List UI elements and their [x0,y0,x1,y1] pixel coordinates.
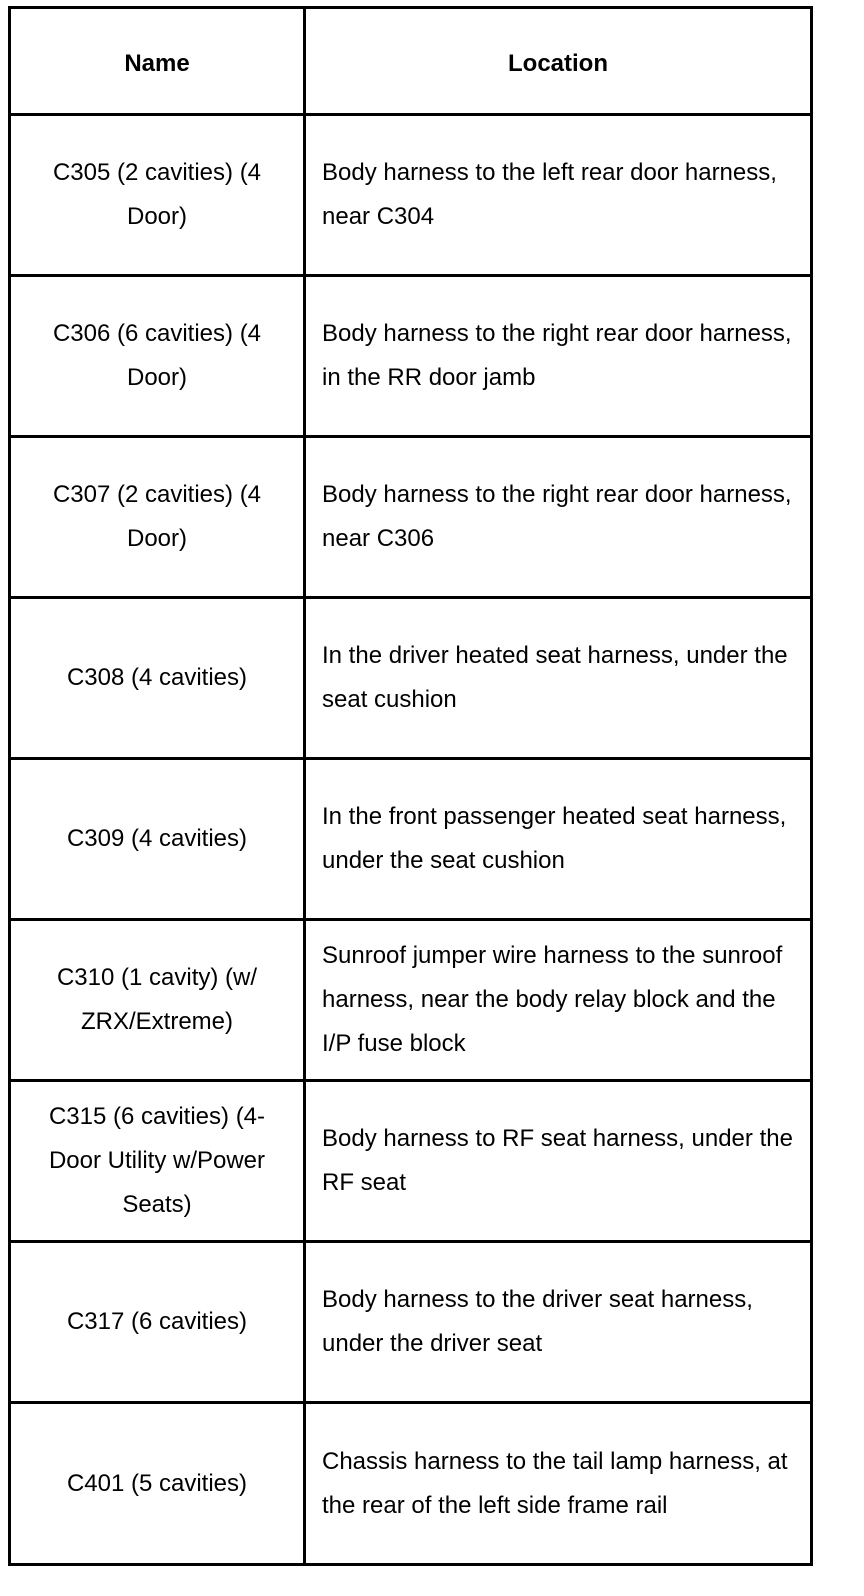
connector-location-cell: Body harness to the right rear door harness, near C306 [305,437,812,598]
connector-name-cell: C305 (2 cavities) (4 Door) [10,115,305,276]
table-row [10,1403,812,1565]
column-header-name: Name [10,8,305,115]
table-row [10,276,812,437]
connector-location-cell: Sunroof jumper wire harness to the sunroof harness, near the body relay block and the I/P fuse block [305,920,812,1081]
table-row [10,437,812,598]
connector-location-cell: In the front passenger heated seat harness, under the seat cushion [305,759,812,920]
connector-name-cell: C315 (6 cavities) (4-Door Utility w/Power Seats) [10,1081,305,1242]
connector-location-cell: Body harness to the left rear door harness, near C304 [305,115,812,276]
table-row [10,115,812,276]
connector-name-cell: C306 (6 cavities) (4 Door) [10,276,305,437]
connector-name-cell: C310 (1 cavity) (w/ ZRX/Extreme) [10,920,305,1081]
connector-location-cell: Body harness to the driver seat harness, under the driver seat [305,1242,812,1403]
connector-name-cell: C307 (2 cavities) (4 Door) [10,437,305,598]
column-header-location: Location [305,8,812,115]
table-row [10,598,812,759]
connector-location-table [8,6,813,1566]
table-header-row [10,8,812,115]
connector-location-cell: In the driver heated seat harness, under the seat cushion [305,598,812,759]
connector-name-cell: C317 (6 cavities) [10,1242,305,1403]
connector-name-cell: C401 (5 cavities) [10,1403,305,1565]
table-row [10,759,812,920]
connector-location-cell: Chassis harness to the tail lamp harness, at the rear of the left side frame rail [305,1403,812,1565]
table-row [10,920,812,1081]
connector-name-cell: C309 (4 cavities) [10,759,305,920]
table-row [10,1081,812,1242]
connector-name-cell: C308 (4 cavities) [10,598,305,759]
table-row [10,1242,812,1403]
connector-location-cell: Body harness to RF seat harness, under the RF seat [305,1081,812,1242]
connector-location-cell: Body harness to the right rear door harness, in the RR door jamb [305,276,812,437]
